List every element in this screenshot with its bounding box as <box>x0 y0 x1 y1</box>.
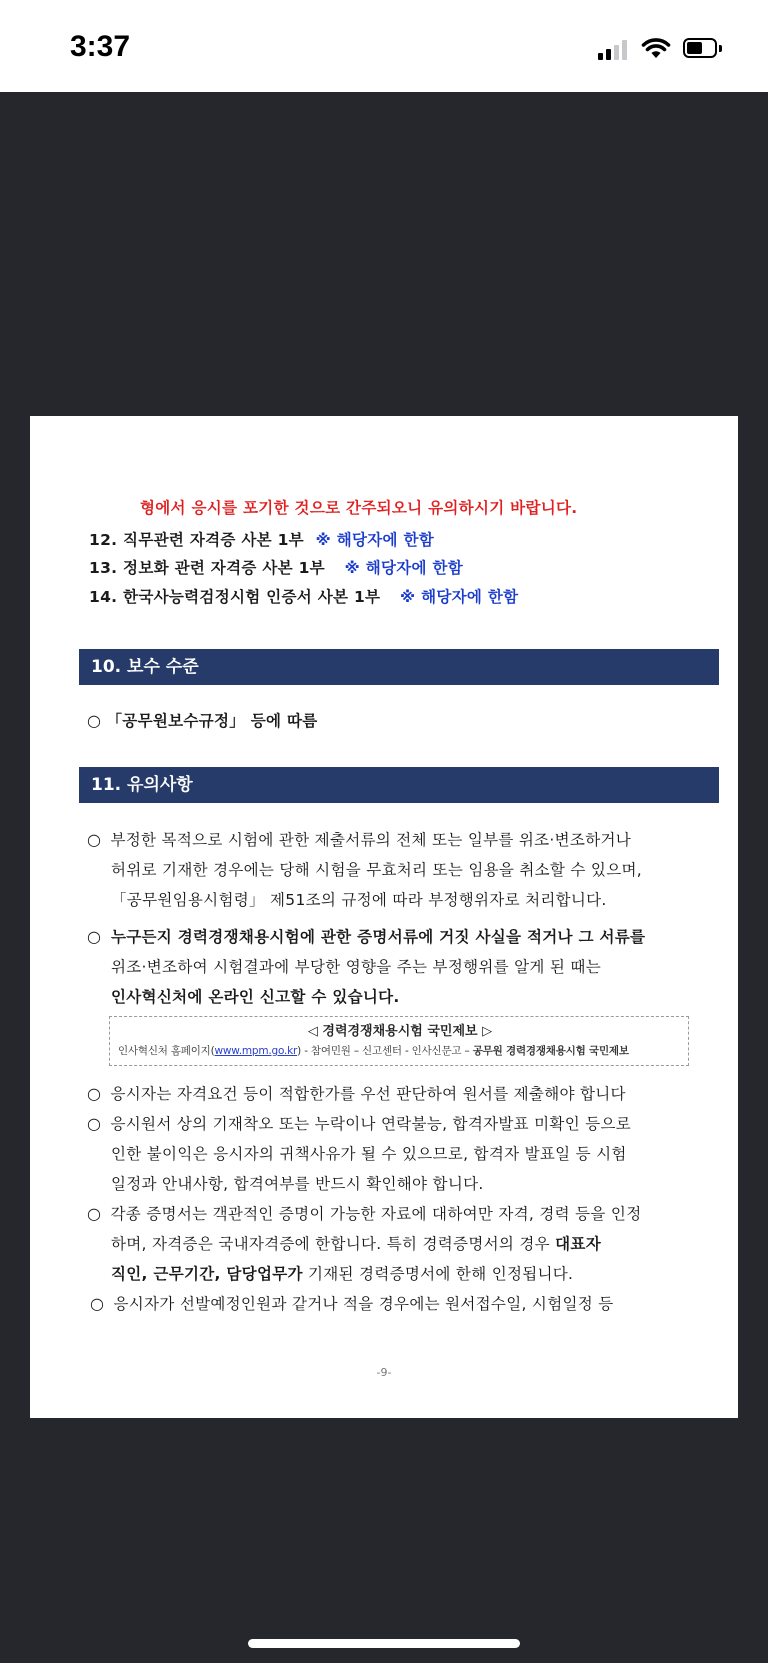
notes-paragraph-6: ○ 응시자가 선발예정인원과 같거나 적을 경우에는 원서접수일, 시험일정 등 <box>90 1294 614 1313</box>
wifi-icon <box>641 36 671 60</box>
battery-icon <box>683 38 723 60</box>
clock-time: 3:37 <box>70 30 131 63</box>
section-header-salary: 10. 보수 수준 <box>79 649 719 685</box>
notes-paragraph-3: ○ 응시자는 자격요건 등이 적합한가를 우선 판단하여 원서를 제출해야 합니다 <box>87 1084 626 1103</box>
report-box-title: ◁ 경력경쟁채용시험 국민제보 ▷ <box>307 1024 493 1039</box>
page-number: -9- <box>376 1366 392 1379</box>
notes-paragraph-2: ○ 누구든지 경력경쟁채용시험에 관한 증명서류에 거짓 사실을 적거나 그 서류를 <box>87 927 646 946</box>
notes-paragraph-4: ○ 응시원서 상의 기재착오 또는 누락이나 연락불능, 합격자발표 미확인 등으로 <box>87 1114 632 1133</box>
list-item: 14. 한국사능력검정시험 인증서 사본 1부 ※ 해당자에 한함 <box>89 588 519 606</box>
notes-paragraph-1-line: 허위로 기재한 경우에는 당해 시험을 무효처리 또는 임용을 취소할 수 있으며, <box>111 861 642 879</box>
notes-paragraph-4-line: 인한 불이익은 응시자의 귀책사유가 될 수 있으므로, 합격자 발표일 등 시험 <box>111 1145 627 1163</box>
home-indicator[interactable] <box>248 1639 520 1648</box>
report-info-box <box>109 1016 689 1066</box>
notes-paragraph-2-line: 위조·변조하여 시험결과에 부당한 영향을 주는 부정행위를 알게 된 때는 <box>111 958 601 976</box>
notes-paragraph-5-line: 하며, 자격증은 국내자격증에 한합니다. 특히 경력증명서의 경우 대표자 <box>111 1235 601 1253</box>
list-item: 12. 직무관련 자격증 사본 1부 ※ 해당자에 한함 <box>89 531 435 549</box>
report-path: 인사혁신처 홈페이지(www.mpm.go.kr) - 참여민원 – 신고센터 - 인사신문고 – 공무원 경력경쟁채용시험 국민제보 <box>118 1045 629 1057</box>
status-bar <box>0 0 768 92</box>
document-viewer[interactable] <box>0 92 768 1663</box>
notes-paragraph-5: ○ 각종 증명서는 객관적인 증명이 가능한 자료에 대하여만 자격, 경력 등을 인정 <box>87 1204 642 1223</box>
cellular-signal-icon <box>598 38 628 60</box>
section-header-notes: 11. 유의사항 <box>79 767 719 803</box>
notes-paragraph-5-line: 직인, 근무기간, 담당업무가 기재된 경력증명서에 한해 인정됩니다. <box>111 1265 574 1283</box>
salary-text: ○ 「공무원보수규정」 등에 따름 <box>87 711 318 730</box>
list-item: 13. 정보화 관련 자격증 사본 1부 ※ 해당자에 한함 <box>89 559 464 577</box>
notes-paragraph-1: ○ 부정한 목적으로 시험에 관한 제출서류의 전체 또는 일부를 위조·변조하거나 <box>87 830 632 849</box>
red-notice: 형에서 응시를 포기한 것으로 간주되오니 유의하시기 바랍니다. <box>140 499 578 517</box>
document-page <box>30 416 738 1418</box>
notes-paragraph-2-line: 인사혁신처에 온라인 신고할 수 있습니다. <box>111 988 400 1006</box>
mpm-website-link[interactable]: www.mpm.go.kr <box>214 1045 298 1057</box>
notes-paragraph-1-line: 「공무원임용시험령」 제51조의 규정에 따라 부정행위자로 처리합니다. <box>111 891 607 909</box>
notes-paragraph-4-line: 일정과 안내사항, 합격여부를 반드시 확인해야 합니다. <box>111 1175 484 1193</box>
